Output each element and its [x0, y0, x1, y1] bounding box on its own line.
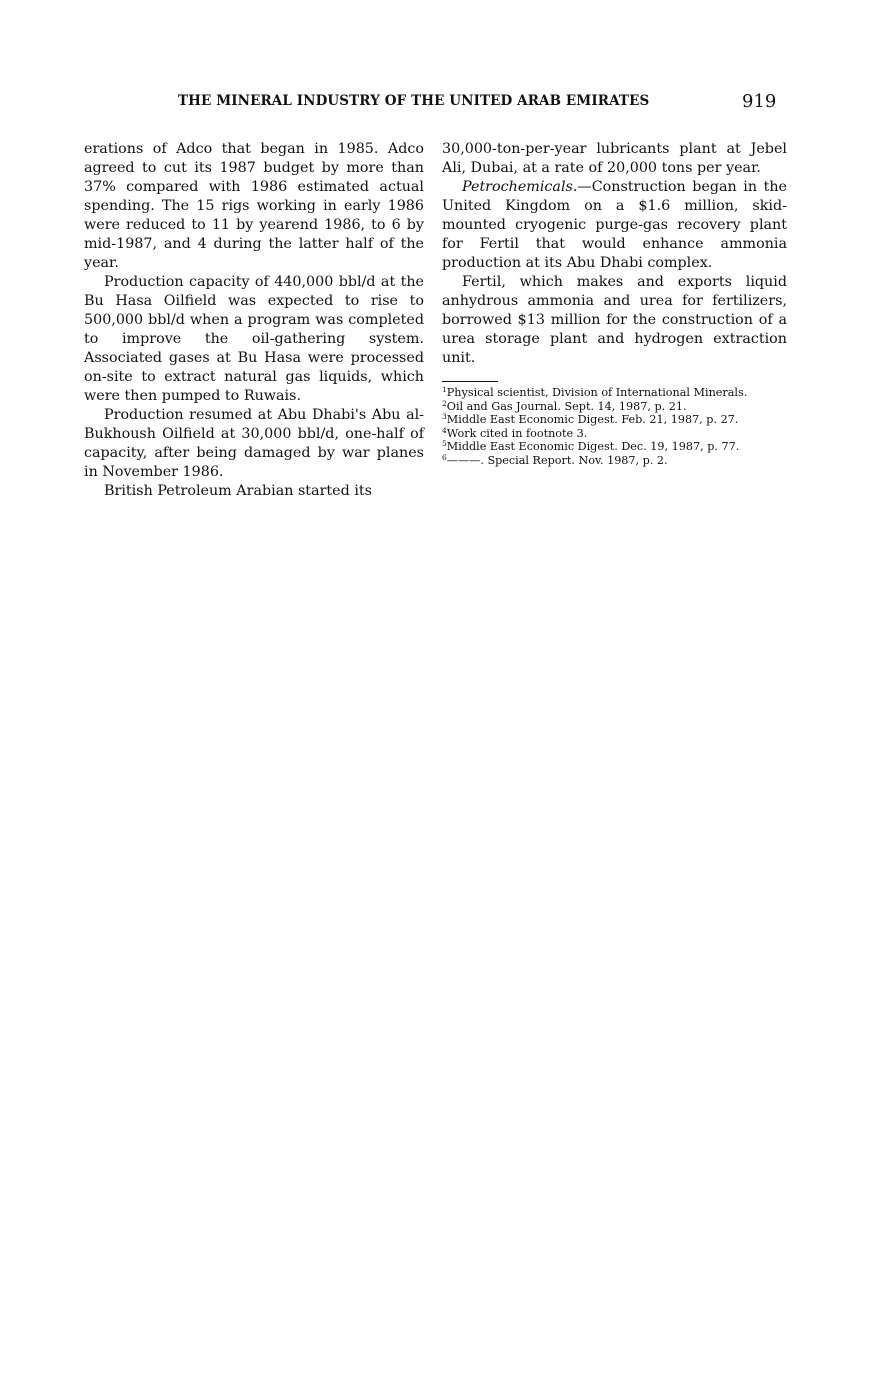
footnote-text: Middle East Economic Digest. Dec. 19, 1987, p. 77. — [446, 440, 740, 453]
footnote — [442, 400, 787, 414]
paragraph-bp-arabian: British Petroleum Arabian started its — [104, 483, 372, 499]
footnote — [442, 413, 787, 427]
footnote-text: Work cited in footnote 3. — [446, 426, 588, 440]
page-number: 919 — [742, 91, 777, 112]
paragraph-fertil: Fertil, which makes and exports liquid anhydrous ammonia and urea for fertilizers, borrowed $13 million for the construction of a urea storage plant and hydrogen extraction unit. — [442, 274, 787, 366]
footnote-mark: 5 — [442, 439, 447, 448]
paragraph-abu-al-bukhoush: Production resumed at Abu Dhabi's Abu al-Bukhoush Oilfield at 30,000 bbl/d, one-half of capacity, after being damaged by war planes in November 1986. — [84, 407, 424, 480]
footnote — [442, 386, 787, 400]
petrochemicals-text: —Construction began in the United Kingdom on a $1.6 million, skid-mounted cryogenic purge-gas recovery plant for Fertil that would enhance ammonia production at its Abu Dhabi complex. — [442, 179, 787, 271]
footnote-text: Middle East Economic Digest. Feb. 21, 1987, p. 27. — [446, 413, 739, 426]
footnote — [442, 440, 787, 454]
footnote-mark: 1 — [442, 385, 447, 394]
footnote-mark: 4 — [442, 425, 447, 435]
footnotes — [442, 386, 787, 467]
footnote-mark: 3 — [442, 412, 447, 421]
paragraph-lubricants-plant: 30,000-ton-per-year lubricants plant at Jebel Ali, Dubai, at a rate of 20,000 tons per year. — [442, 141, 787, 176]
footnote-text: Oil and Gas Journal. Sept. 14, 1987, p. 21. — [446, 399, 687, 413]
paragraph-adco-budget: erations of Adco that began in 1985. Adco agreed to cut its 1987 budget by more than 37% compared with 1986 estimated actual spending. The 15 rigs working in early 1986 were reduced to 11 by yearend 1986, to 6 by mid-1987, and 4 during the latter half of the year. — [84, 141, 424, 271]
footnote-mark: 6 — [442, 452, 447, 462]
footnote-text: ———. Special Report. Nov. 1987, p. 2. — [446, 453, 668, 467]
footnote — [442, 427, 787, 441]
footnote — [442, 454, 787, 468]
footnote-divider — [442, 381, 498, 382]
paragraph-bu-hasa: Production capacity of 440,000 bbl/d at the Bu Hasa Oilfield was expected to rise to 500,000 bbl/d when a program was completed to improve the oil-gathering system. Associated gases at Bu Hasa were processed on-site to extract natural gas liquids, which were then pumped to Ruwais. — [84, 274, 424, 404]
section-heading-petrochemicals: Petrochemicals. — [462, 179, 578, 195]
right-column — [442, 140, 787, 467]
left-column — [84, 140, 424, 501]
paragraph-petrochemicals — [442, 178, 787, 273]
footnote-text: Physical scientist, Division of International Minerals. — [446, 386, 748, 399]
running-title: THE MINERAL INDUSTRY OF THE UNITED ARAB EMIRATES — [178, 93, 650, 109]
footnote-mark: 2 — [442, 398, 447, 408]
